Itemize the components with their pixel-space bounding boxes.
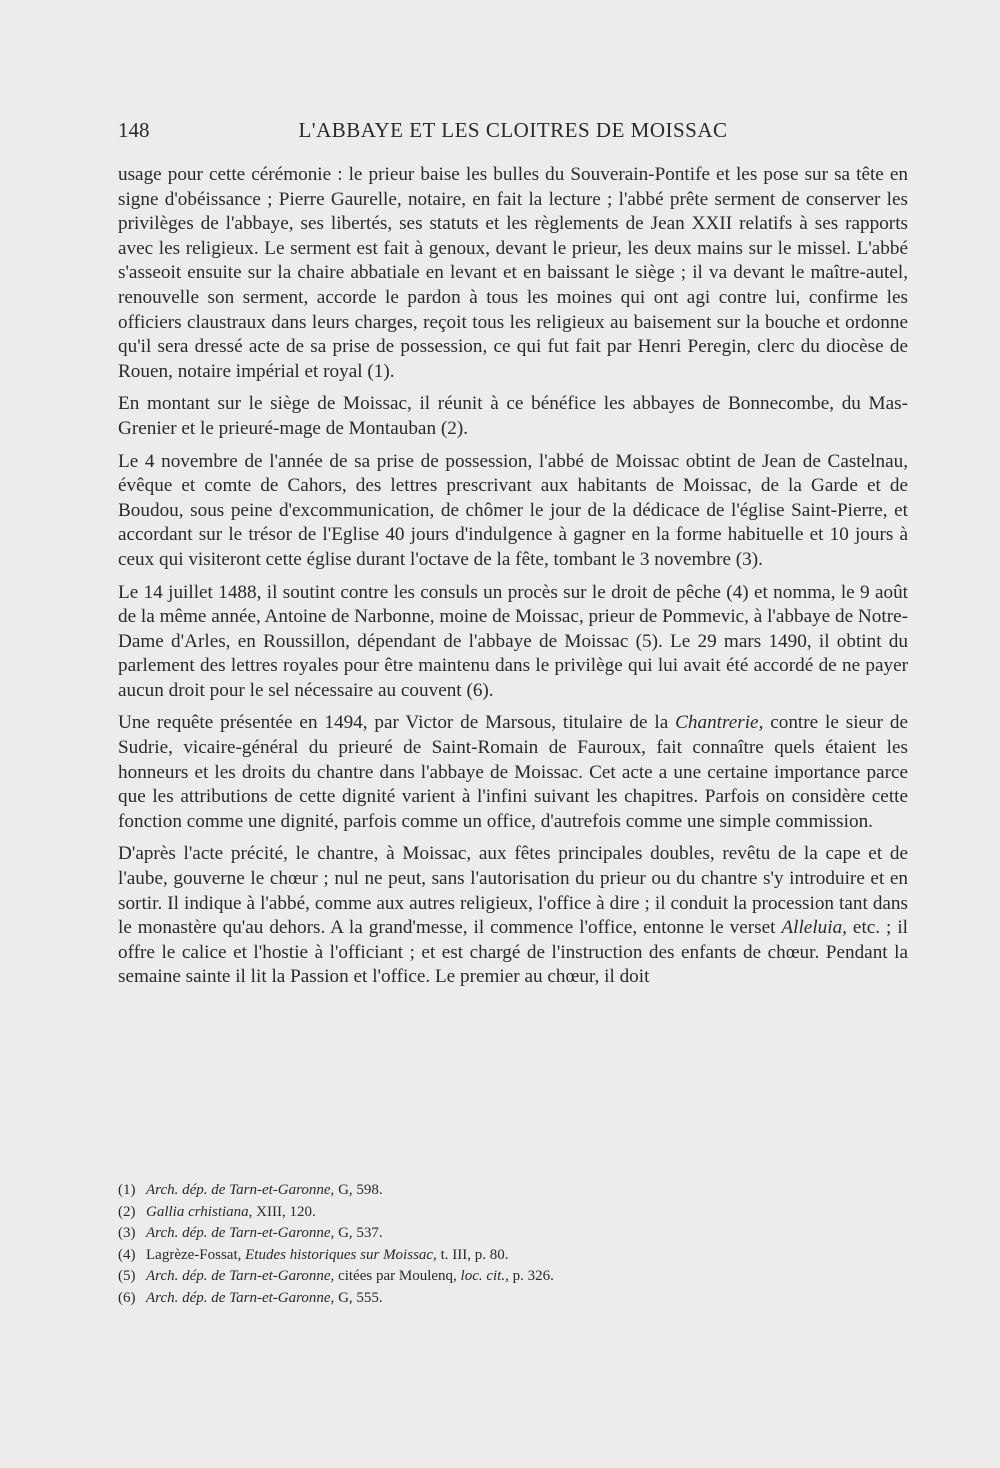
footnote-source: Arch. dép. de Tarn-et-Garonne, (146, 1225, 335, 1241)
footnote-number: (6) (118, 1289, 136, 1306)
footnote-author: Lagrèze-Fossat, (146, 1246, 246, 1263)
paragraph (118, 842, 908, 990)
running-title: L'ABBAYE ET LES CLOITRES DE MOISSAC (298, 118, 728, 142)
paragraph-text: En montant sur le siège de Moissac, il réunit à ce bénéfice les abbayes de Bonnecombe, du Mas-Grenier et le prieuré-mage de Montauban (2). (118, 393, 908, 439)
paragraph-text: Le 14 juillet 1488, il soutint contre les consuls un procès sur le droit de pêche (4) et nomma, le 9 août de la même année, Antoine de Narbonne, moine de Moissac, prieur de Pommevic, à l'abbaye de Notre-Dame d'Arles, en Roussillon, dépendant de l'abbaye de Moissac (5). Le 29 mars 1490, il obtint du parlement des lettres royales pour être maintenu dans le privilège qui lui avait été accordé de ne payer aucun droit pour le sel nécessaire au couvent (6). (118, 581, 908, 701)
footnote-source: Gallia crhistiana, (146, 1203, 253, 1220)
footnote-number: (1) (118, 1182, 136, 1198)
footnote (118, 1288, 908, 1310)
paragraph (118, 450, 908, 573)
body-text (118, 163, 908, 998)
footnote-source: Arch. dép. de Tarn-et-Garonne, (146, 1289, 335, 1306)
paragraph (118, 163, 908, 384)
footnote-number: (3) (118, 1225, 136, 1241)
footnote (118, 1266, 908, 1288)
paragraph (118, 711, 908, 834)
footnote (118, 1223, 908, 1245)
paragraph (118, 581, 908, 704)
paragraph (118, 392, 908, 441)
paragraph-text: etc. ; il offre le calice et l'hostie à l'officiant ; et est chargé de l'instruction des enfants de chœur. Pendant la semaine sainte il lit la Passion et l'office. Le premier au chœur, il doit (118, 917, 908, 988)
paragraph-text: Une requête présentée en 1494, par Victor de Marsous, titulaire de la (118, 712, 676, 734)
page-number: 148 (118, 118, 150, 142)
footnote-text: G, 555. (334, 1289, 383, 1306)
footnote-source: loc. cit., (460, 1268, 509, 1284)
footnote-text: G, 598. (334, 1182, 383, 1198)
footnote-text: t. III, p. 80. (436, 1246, 509, 1263)
paragraph-text: usage pour cette cérémonie : le prieur baise les bulles du Souverain-Pontife et les pose sur sa tête en signe d'obéissance ; Pierre Gaurelle, notaire, en fait la lecture ; l'abbé prête serment de conserver les privilèges de l'abbaye, ses libertés, ses statuts et les règlements de Jean XXII relatifs à ses rapports avec les religieux. Le serment est fait à genoux, devant le prieur, les deux mains sur le missel. L'abbé s'asseoit ensuite sur la chaire abbatiale en levant et en baissant le siège ; il va devant le maître-autel, renouvelle son serment, accorde le pardon à tous les moines qui ont agi contre lui, confirme les officiers claustraux dans leurs charges, reçoit tous les religieux au baisement sur la bouche et ordonne qu'il sera dressé acte de sa prise de possession, ce qui fut fait par Henri Peregin, clerc du diocèse de Rouen, notaire impérial et royal (1). (118, 164, 908, 382)
footnote-text: p. 326. (508, 1268, 554, 1284)
paragraph-text: contre le sieur de Sudrie, vicaire-général du prieuré de Saint-Romain de Fauroux, fait connaître quels étaient les honneurs et les droits du chantre dans l'abbaye de Moissac. Cet acte a une certaine importance parce que les attributions de cette dignité varient à l'infini suivant les chapitres. Parfois on considère cette fonction comme une dignité, parfois comme un office, d'autrefois comme une simple commission. (118, 712, 908, 832)
footnote (118, 1202, 908, 1224)
footnote-text: citées par Moulenq, (334, 1268, 461, 1284)
paragraph-text: D'après l'acte précité, le chantre, à Moissac, aux fêtes principales doubles, revêtu de la cape et de l'aube, gouverne le chœur ; nul ne peut, sans l'autorisation du prieur ou du chantre s'y introduire et en sortir. Il indique à l'abbé, comme aux autres religieux, l'office à dire ; il conduit la procession tant dans le monastère qu'au dehors. A la grand'messe, il commence l'office, entonne le verset (118, 843, 908, 939)
italic-term: Chantrerie, (675, 712, 764, 734)
footnote-source: Arch. dép. de Tarn-et-Garonne, (146, 1182, 335, 1198)
page-header (118, 118, 908, 150)
footnote-text: G, 537. (334, 1225, 383, 1241)
footnote-source: Arch. dép. de Tarn-et-Garonne, (146, 1268, 335, 1284)
footnote (118, 1180, 908, 1202)
footnote (118, 1245, 908, 1267)
footnote-number: (4) (118, 1246, 136, 1263)
paragraph-text: Le 4 novembre de l'année de sa prise de possession, l'abbé de Moissac obtint de Jean de Castelnau, évêque et comte de Cahors, des lettres prescrivant aux habitants de Moissac, de la Garde et de Boudou, sous peine d'excommunication, de chômer le jour de la dédicace de l'église Saint-Pierre, et accordant sur le trésor de l'Eglise 40 jours d'indulgence à gagner en la forme habituelle et 10 jours à ceux qui visiteront cette église durant l'octave de la fête, tombant le 3 novembre (3). (118, 450, 908, 570)
footnote-text: XIII, 120. (252, 1203, 316, 1220)
footnote-source: Etudes historiques sur Moissac, (245, 1246, 437, 1263)
italic-term: Alleluia, (781, 917, 847, 939)
footnote-number: (2) (118, 1203, 136, 1220)
footnotes (118, 1180, 908, 1309)
footnote-number: (5) (118, 1268, 136, 1284)
